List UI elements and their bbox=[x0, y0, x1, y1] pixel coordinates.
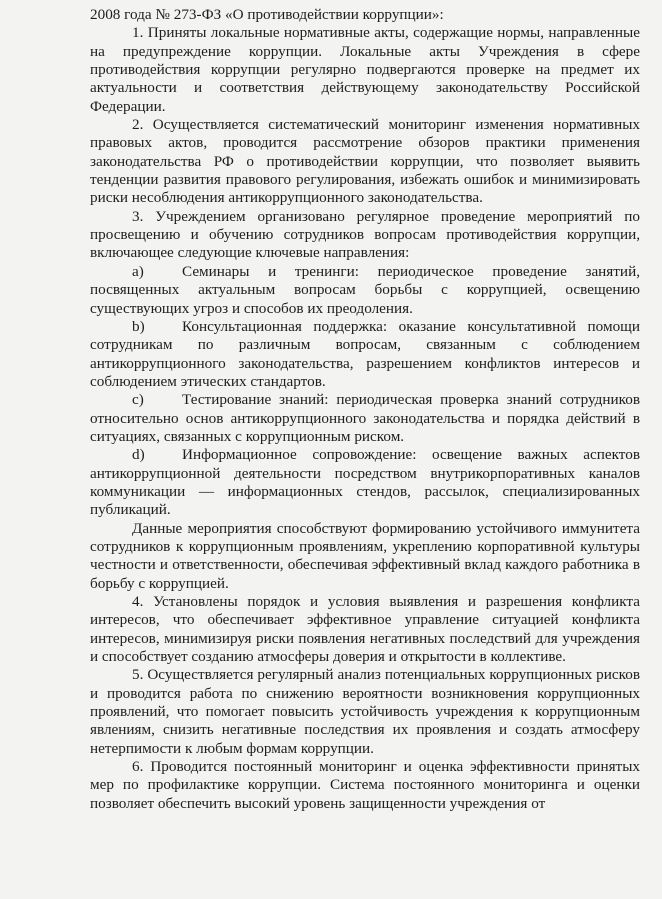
subitem-b bbox=[90, 318, 640, 391]
subitem-text: Тестирование знаний: периодическая проверка знаний сотрудников относительно основ антикоррупционного законодательства и порядка действий в ситуациях, связанных с коррупционным риском. bbox=[90, 391, 640, 445]
item-2: 2. Осуществляется систематический мониторинг изменения нормативных правовых актов, проводится рассмотрение обзоров практики применения законодательства РФ о противодействии коррупции, что позволяет выявить тенденции развития правового регулирования, избежать ошибок и минимизировать риски несоблюдения антикоррупционного законодательства. bbox=[90, 116, 640, 207]
subitem-label: c) bbox=[132, 391, 144, 409]
subitem-text: Информационное сопровождение: освещение важных аспектов антикоррупционной деятельности посредством внутрикорпоративных каналов коммуникации — информационных стендов, рассылок, специализированных публикаций. bbox=[90, 446, 640, 519]
subitem-c bbox=[90, 391, 640, 446]
item-6: 6. Проводится постоянный мониторинг и оценка эффективности принятых мер по профилактике коррупции. Система постоянного мониторинга и оценки позволяет обеспечить высокий уровень защищенности учреждения от bbox=[90, 758, 640, 812]
item-4: 4. Установлены порядок и условия выявления и разрешения конфликта интересов, что обеспечивает эффективное управление ситуацией конфликта интересов, минимизируя риски появления негативных последствий для учреждения и способствует созданию атмосферы доверия и открытости в коллективе. bbox=[90, 593, 640, 666]
subitem-d bbox=[90, 446, 640, 519]
summary-paragraph: Данные мероприятия способствуют формированию устойчивого иммунитета сотрудников к коррупционным проявлениям, укреплению корпоративной культуры честности и ответственности, обеспечивая эффективный вклад каждого работника в борьбу с коррупцией. bbox=[90, 519, 640, 592]
item-5: 5. Осуществляется регулярный анализ потенциальных коррупционных рисков и проводится работа по снижению вероятности возникновения коррупционных проявлений, что помогает повысить устойчивость учреждения к коррупционным явлениям, снизить негативные последствия их проявления и создать атмосферу нетерпимости к любым формам коррупции. bbox=[90, 666, 640, 757]
subitem-label: a) bbox=[132, 262, 144, 280]
item-1: 1. Приняты локальные нормативные акты, содержащие нормы, направленные на предупреждение коррупции. Локальные акты Учреждения в сфере противодействия коррупции регулярно подвергаются проверке на предмет их актуальности и соответствия действующему законодательству Российской Федерации. bbox=[90, 24, 640, 115]
continuation-line: 2008 года № 273-ФЗ «О противодействии коррупции»: bbox=[90, 6, 444, 23]
subitem-label: b) bbox=[132, 317, 145, 335]
subitem-a bbox=[90, 263, 640, 318]
subitem-text: Консультационная поддержка: оказание консультативной помощи сотрудникам по различным вопросам, связанным с соблюдением антикоррупционного законодательства, разрешением конфликтов интересов и соблюдением этических стандартов. bbox=[90, 317, 640, 390]
item-3: 3. Учреждением организовано регулярное проведение мероприятий по просвещению и обучению сотрудников вопросам противодействия коррупции, включающее следующие ключевые направления: bbox=[90, 207, 640, 262]
subitem-text: Семинары и тренинги: периодическое проведение занятий, посвященных актуальным вопросам борьбы с коррупцией, освещению существующих угроз и способов их преодоления. bbox=[90, 262, 640, 317]
subitem-label: d) bbox=[132, 446, 145, 464]
